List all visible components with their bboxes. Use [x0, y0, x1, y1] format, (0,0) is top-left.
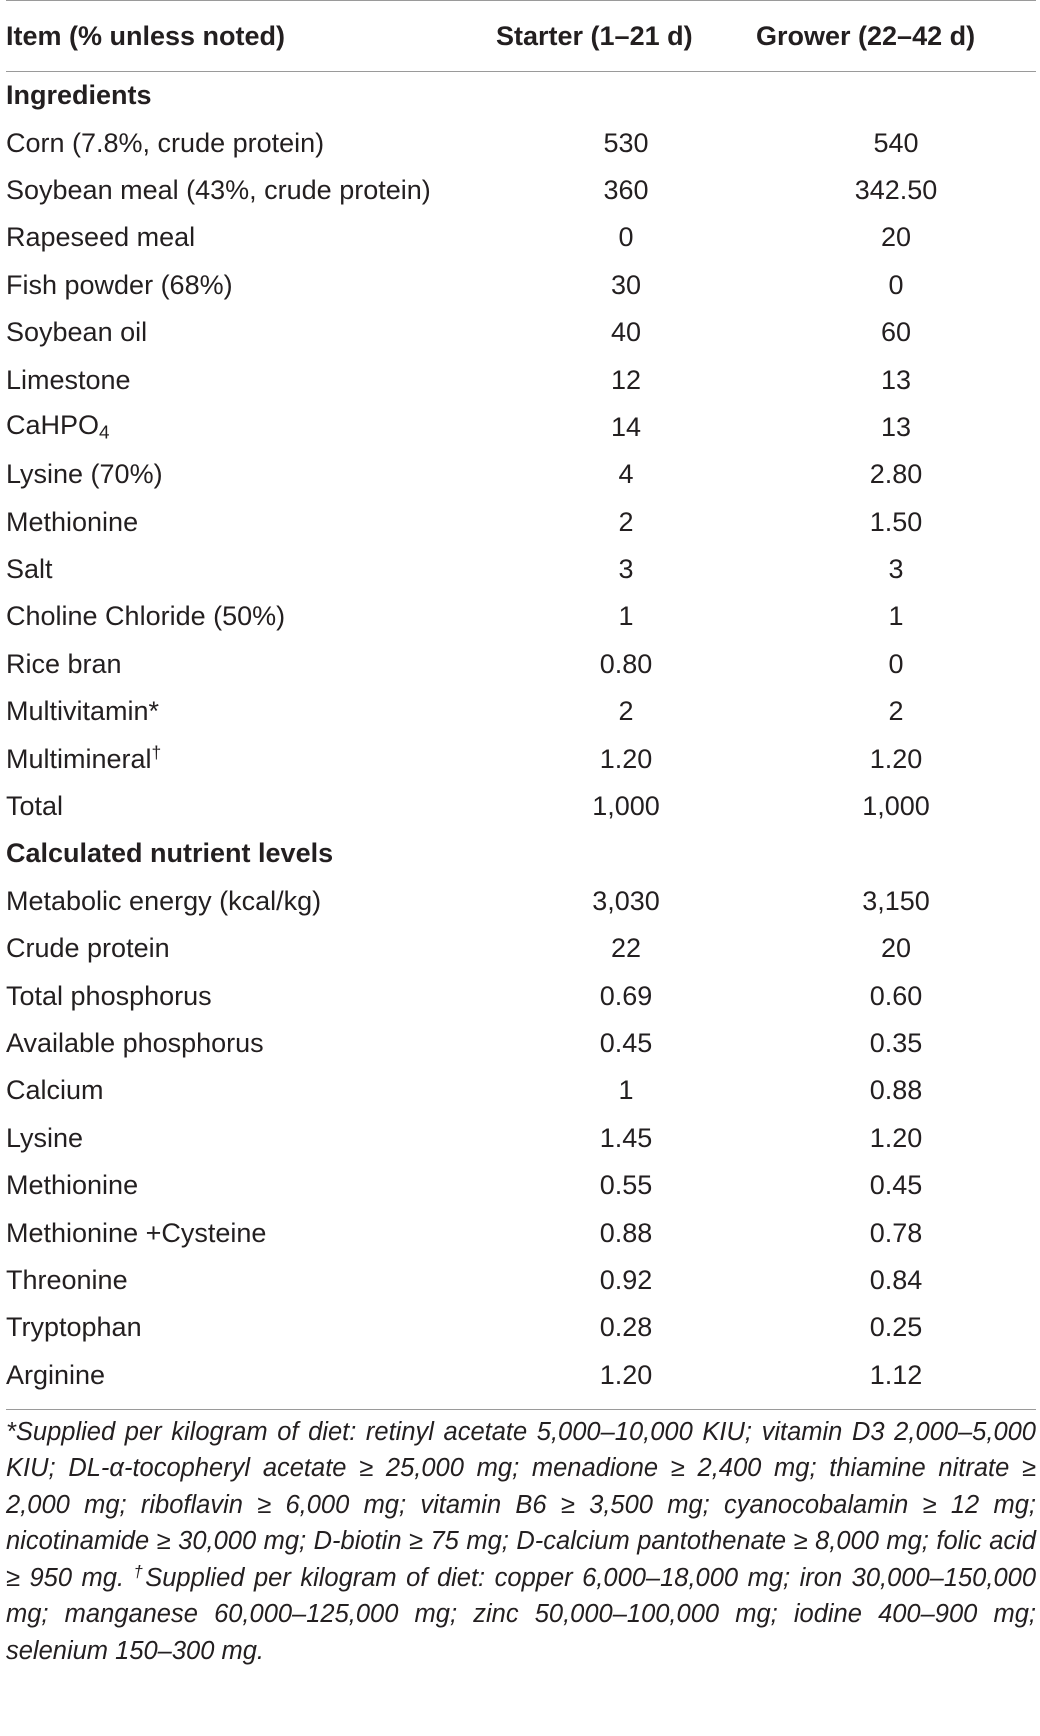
row-item	[6, 1162, 496, 1209]
starter-value: 1.20	[599, 743, 653, 774]
row-item	[6, 1115, 496, 1162]
row-item	[6, 593, 496, 640]
table-row	[6, 499, 1036, 546]
starter-value: 3	[618, 554, 634, 585]
row-item-label: Lysine (70%)	[6, 459, 163, 490]
starter-value: 360	[603, 174, 649, 205]
row-item	[6, 404, 496, 451]
grower-value: 1.50	[869, 506, 923, 537]
grower-value: 1,000	[862, 791, 930, 822]
starter-value: 14	[610, 411, 642, 442]
section-row	[6, 830, 1036, 877]
starter-value: 3,030	[592, 885, 660, 916]
row-item-label: Corn (7.8%, crude protein)	[6, 127, 325, 158]
table-row	[6, 1020, 1036, 1067]
row-item-label: Methionine +Cysteine	[6, 1217, 267, 1248]
row-item	[6, 1304, 496, 1351]
starter-value: 2	[618, 506, 634, 537]
grower-value: 342.50	[854, 174, 938, 205]
row-item	[6, 1257, 496, 1304]
row-item	[6, 214, 496, 261]
row-item-label: Fish powder (68%)	[6, 269, 233, 300]
grower-value: 20	[880, 933, 912, 964]
table-row	[6, 1067, 1036, 1114]
starter-value: 0	[618, 222, 634, 253]
row-item-label: Available phosphorus	[6, 1028, 264, 1058]
table-row	[6, 167, 1036, 214]
table-row	[6, 1304, 1036, 1351]
grower-value: 60	[880, 317, 912, 348]
table-row	[6, 688, 1036, 735]
dagger-mark: †	[133, 1561, 146, 1581]
row-item-label: Lysine	[6, 1122, 84, 1153]
row-item	[6, 878, 496, 925]
header-item: Item (% unless noted)	[6, 1, 496, 72]
starter-value: 0.55	[599, 1170, 653, 1201]
starter-value: 0.92	[599, 1264, 653, 1295]
table-row	[6, 1257, 1036, 1304]
table-row	[6, 1352, 1036, 1399]
row-item	[6, 1352, 496, 1399]
table-row	[6, 1115, 1036, 1162]
grower-value: 1.20	[869, 743, 923, 774]
table-row	[6, 878, 1036, 925]
starter-value: 1,000	[592, 791, 660, 822]
starter-value: 1	[618, 601, 634, 632]
footnote-vitamins: *Supplied per kilogram of diet: retinyl acetate 5,000–10,000 KIU; vitamin D3 2,000–5,000 KIU; DL-α-tocopheryl acetate ≥ 25,000 mg; menadione ≥ 2,400 mg; thiamine nitrate ≥ 2,000 mg; riboflavin ≥ 6,000 mg; vitamin B6 ≥ 3,500 mg; cyanocobalamin ≥ 12 mg; nicotinamide ≥ 30,000 mg; D-biotin ≥ 75 mg; D-calcium pantothenate ≥ 8,000 mg; folic acid ≥ 950 mg.	[6, 1417, 1036, 1592]
row-item-label: Choline Chloride (50%)	[6, 601, 286, 632]
row-item	[6, 451, 496, 498]
row-item-subscript: 4	[99, 422, 110, 444]
table-row	[6, 404, 1036, 451]
row-item-label: Rice bran	[6, 648, 122, 679]
table-row	[6, 783, 1036, 830]
row-item	[6, 119, 496, 166]
grower-value: 0.78	[869, 1217, 923, 1248]
starter-value: 12	[610, 364, 642, 395]
section-row	[6, 72, 1036, 120]
row-item-label: Soybean meal (43%, crude protein)	[6, 174, 431, 205]
row-item	[6, 1067, 496, 1114]
row-item-label: Methionine	[6, 506, 139, 537]
table-body	[6, 72, 1036, 1399]
header-grower: Grower (22–42 d)	[756, 1, 1036, 72]
grower-value: 2	[888, 696, 904, 727]
row-item-label: Total phosphorus	[6, 980, 212, 1011]
table-row	[6, 546, 1036, 593]
grower-value: 3,150	[862, 885, 930, 916]
grower-value: 2.80	[869, 459, 923, 490]
table-row	[6, 214, 1036, 261]
footnote-minerals: Supplied per kilogram of diet: copper 6,000–18,000 mg; iron 30,000–150,000 mg; manganese 60,000–125,000 mg; zinc 50,000–100,000 mg; iodine 400–900 mg; selenium 150–300 mg.	[6, 1563, 1036, 1665]
row-item	[6, 1020, 496, 1067]
row-item	[6, 925, 496, 972]
table-row	[6, 593, 1036, 640]
row-item	[6, 356, 496, 403]
starter-value: 0.80	[599, 648, 653, 679]
table-header-row	[6, 1, 1036, 72]
row-item-label: Total	[6, 791, 64, 822]
grower-value: 0.84	[869, 1264, 923, 1295]
row-item-label: Multivitamin*	[6, 696, 160, 727]
table-row	[6, 735, 1036, 782]
header-starter: Starter (1–21 d)	[496, 1, 756, 72]
row-item-label: Limestone	[6, 364, 131, 395]
grower-value: 13	[880, 364, 912, 395]
row-item	[6, 1209, 496, 1256]
row-item	[6, 783, 496, 830]
grower-value: 0	[888, 648, 904, 679]
row-item	[6, 735, 496, 782]
grower-value: 0.25	[869, 1312, 923, 1343]
row-item-label: CaHPO	[6, 410, 100, 441]
starter-value: 1.20	[599, 1359, 653, 1390]
starter-value: 0.88	[599, 1217, 653, 1248]
grower-value: 1.12	[869, 1359, 923, 1390]
row-item	[6, 309, 496, 356]
row-item	[6, 688, 496, 735]
row-item-label: Calcium	[6, 1075, 104, 1106]
starter-value: 22	[610, 933, 642, 964]
starter-value: 1.45	[599, 1122, 653, 1153]
table-row	[6, 972, 1036, 1019]
row-item	[6, 167, 496, 214]
section-title: Calculated nutrient levels	[6, 838, 334, 869]
grower-value: 540	[873, 127, 919, 158]
row-item-superscript: †	[151, 742, 162, 763]
starter-value: 2	[618, 696, 634, 727]
table-row	[6, 119, 1036, 166]
starter-value: 530	[603, 127, 649, 158]
row-item-label: Threonine	[6, 1264, 128, 1295]
table-row	[6, 309, 1036, 356]
row-item	[6, 499, 496, 546]
row-item-label: Multimineral	[6, 743, 152, 774]
diet-composition-table	[6, 0, 1036, 1399]
grower-value: 0	[888, 269, 904, 300]
row-item-label: Salt	[6, 554, 53, 585]
row-item-label: Metabolic energy (kcal/kg)	[6, 885, 322, 916]
table-row	[6, 356, 1036, 403]
starter-value: 30	[610, 269, 642, 300]
grower-value: 0.35	[869, 1028, 923, 1058]
table-row	[6, 1162, 1036, 1209]
grower-value: 0.60	[869, 980, 923, 1011]
starter-value: 40	[610, 317, 642, 348]
table-row	[6, 451, 1036, 498]
table-bottom-rule	[6, 1409, 1036, 1410]
section-title: Ingredients	[6, 80, 152, 111]
row-item-label: Crude protein	[6, 933, 170, 964]
grower-value: 3	[888, 554, 904, 585]
grower-value: 13	[880, 411, 912, 442]
row-item	[6, 641, 496, 688]
table-row	[6, 641, 1036, 688]
row-item	[6, 546, 496, 593]
starter-value: 0.45	[599, 1028, 653, 1058]
table-row	[6, 262, 1036, 309]
grower-value: 0.88	[869, 1075, 923, 1106]
starter-value: 0.28	[599, 1312, 653, 1343]
grower-value: 0.45	[869, 1170, 923, 1201]
starter-value: 1	[618, 1075, 634, 1106]
row-item-label: Tryptophan	[6, 1312, 142, 1343]
table-footnote	[6, 1414, 1036, 1670]
grower-value: 1	[888, 601, 904, 632]
row-item-label: Rapeseed meal	[6, 222, 196, 253]
starter-value: 0.69	[599, 980, 653, 1011]
row-item	[6, 262, 496, 309]
table-row	[6, 925, 1036, 972]
row-item-label: Soybean oil	[6, 317, 148, 348]
grower-value: 20	[880, 222, 912, 253]
row-item	[6, 972, 496, 1019]
starter-value: 4	[618, 459, 634, 490]
row-item-label: Methionine	[6, 1170, 139, 1201]
grower-value: 1.20	[869, 1122, 923, 1153]
table-row	[6, 1209, 1036, 1256]
row-item-label: Arginine	[6, 1359, 106, 1390]
